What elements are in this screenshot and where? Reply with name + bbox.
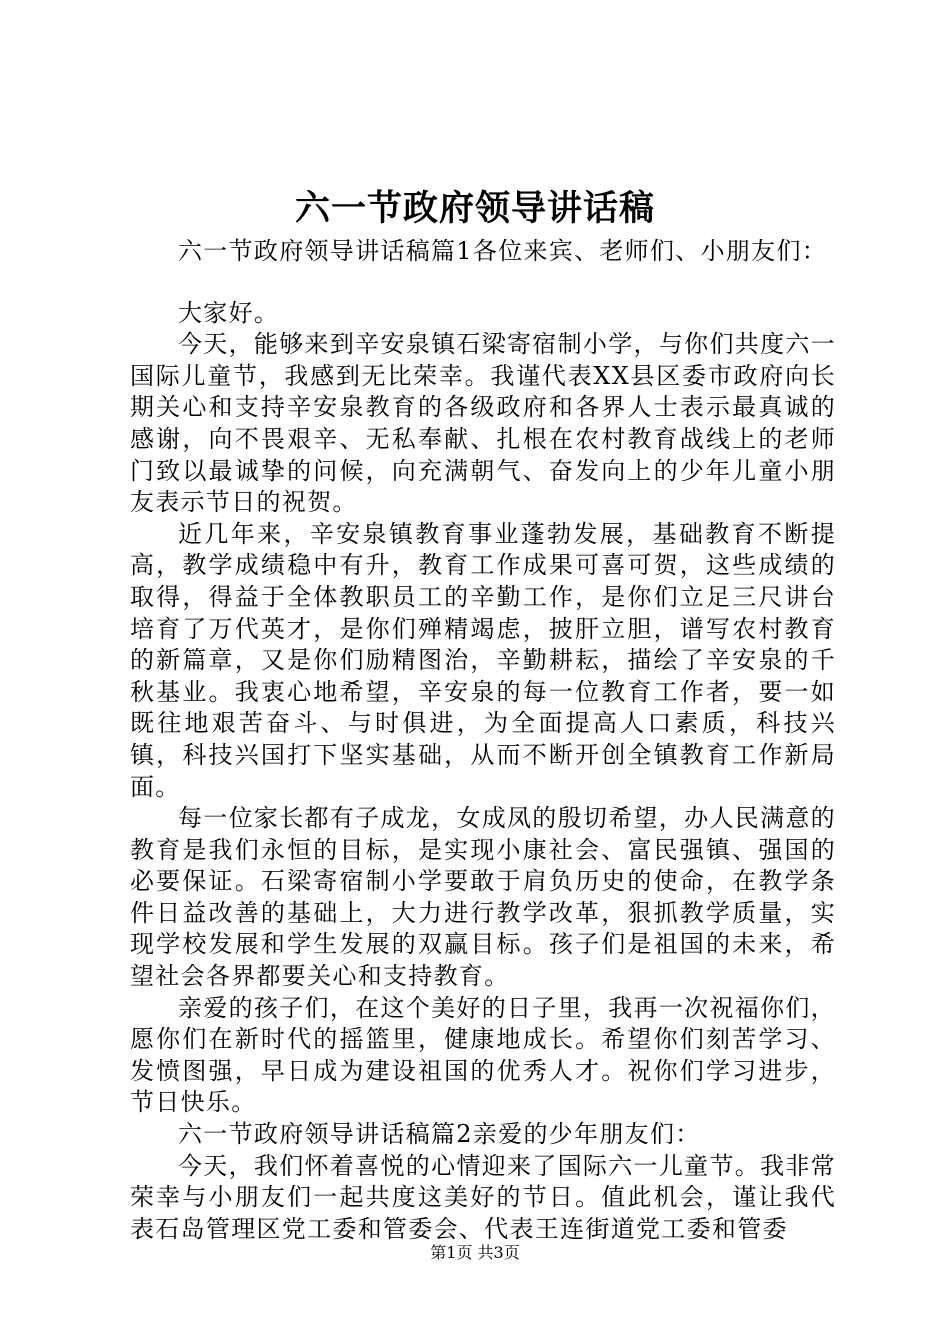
paragraph: 亲爱的孩子们，在这个美好的日子里，我再一次祝福你们，愿你们在新时代的摇篮里，健康地成长。希望你们刻苦学习、发愤图强，早日成为建设祖国的优秀人才。祝你们学习进步，节日快乐。 (130, 993, 836, 1117)
paragraph: 每一位家长都有子成龙，女成凤的殷切希望，办人民满意的教育是我们永恒的目标，是实现小康社会、富民强镇、强国的必要保证。石梁寄宿制小学要敢于肩负历史的使命，在教学条件日益改善的基础上，大力进行教学改革，狠抓教学质量，实现学校发展和学生发展的双赢目标。孩子们是祖国的未来，希望社会各界都要关心和支持教育。 (130, 804, 836, 991)
document-title: 六一节政府领导讲话稿 (294, 188, 655, 229)
paragraph-greeting: 大家好。 (178, 298, 280, 327)
paragraph: 今天，能够来到辛安泉镇石梁寄宿制小学，与你们共度六一国际儿童节，我感到无比荣幸。我谨代表XX县区委市政府向长期关心和支持辛安泉教育的各级政府和各界人士表示最真诚的感谢，向不畏艰辛、无私奉献、扎根在农村教育战线上的老师门致以最诚挚的问候，向充满朝气、奋发向上的少年儿童小朋友表示节日的祝贺。 (130, 330, 836, 517)
document-body (130, 236, 836, 1245)
paragraph-intro: 六一节政府领导讲话稿篇1各位来宾、老师们、小朋友们： (178, 237, 828, 265)
paragraph: 今天，我们怀着喜悦的心情迎来了国际六一儿童节。我非常荣幸与小朋友们一起共度这美好的节日。值此机会，谨让我代表石岛管理区党工委和管委会、代表王连街道党工委和管委 (130, 1151, 836, 1243)
page-footer: 第1页 共3页 (430, 1243, 520, 1262)
paragraph-section-heading: 六一节政府领导讲话稿篇2亲爱的少年朋友们： (178, 1120, 701, 1149)
paragraph: 近几年来，辛安泉镇教育事业蓬勃发展，基础教育不断提高，教学成绩稳中有升，教育工作成果可喜可贺，这些成绩的取得，得益于全体教职员工的辛勤工作，是你们立足三尺讲台培育了万代英才，是你们殚精竭虑，披肝立胆，谱写农村教育的新篇章，又是你们励精图治，辛勤耕耘，描绘了辛安泉的千秋基业。我衷心地希望，辛安泉的每一位教育工作者，要一如既往地艰苦奋斗、与时俱进，为全面提高人口素质，科技兴镇，科技兴国打下坚实基础，从而不断开创全镇教育工作新局面。 (130, 519, 836, 801)
